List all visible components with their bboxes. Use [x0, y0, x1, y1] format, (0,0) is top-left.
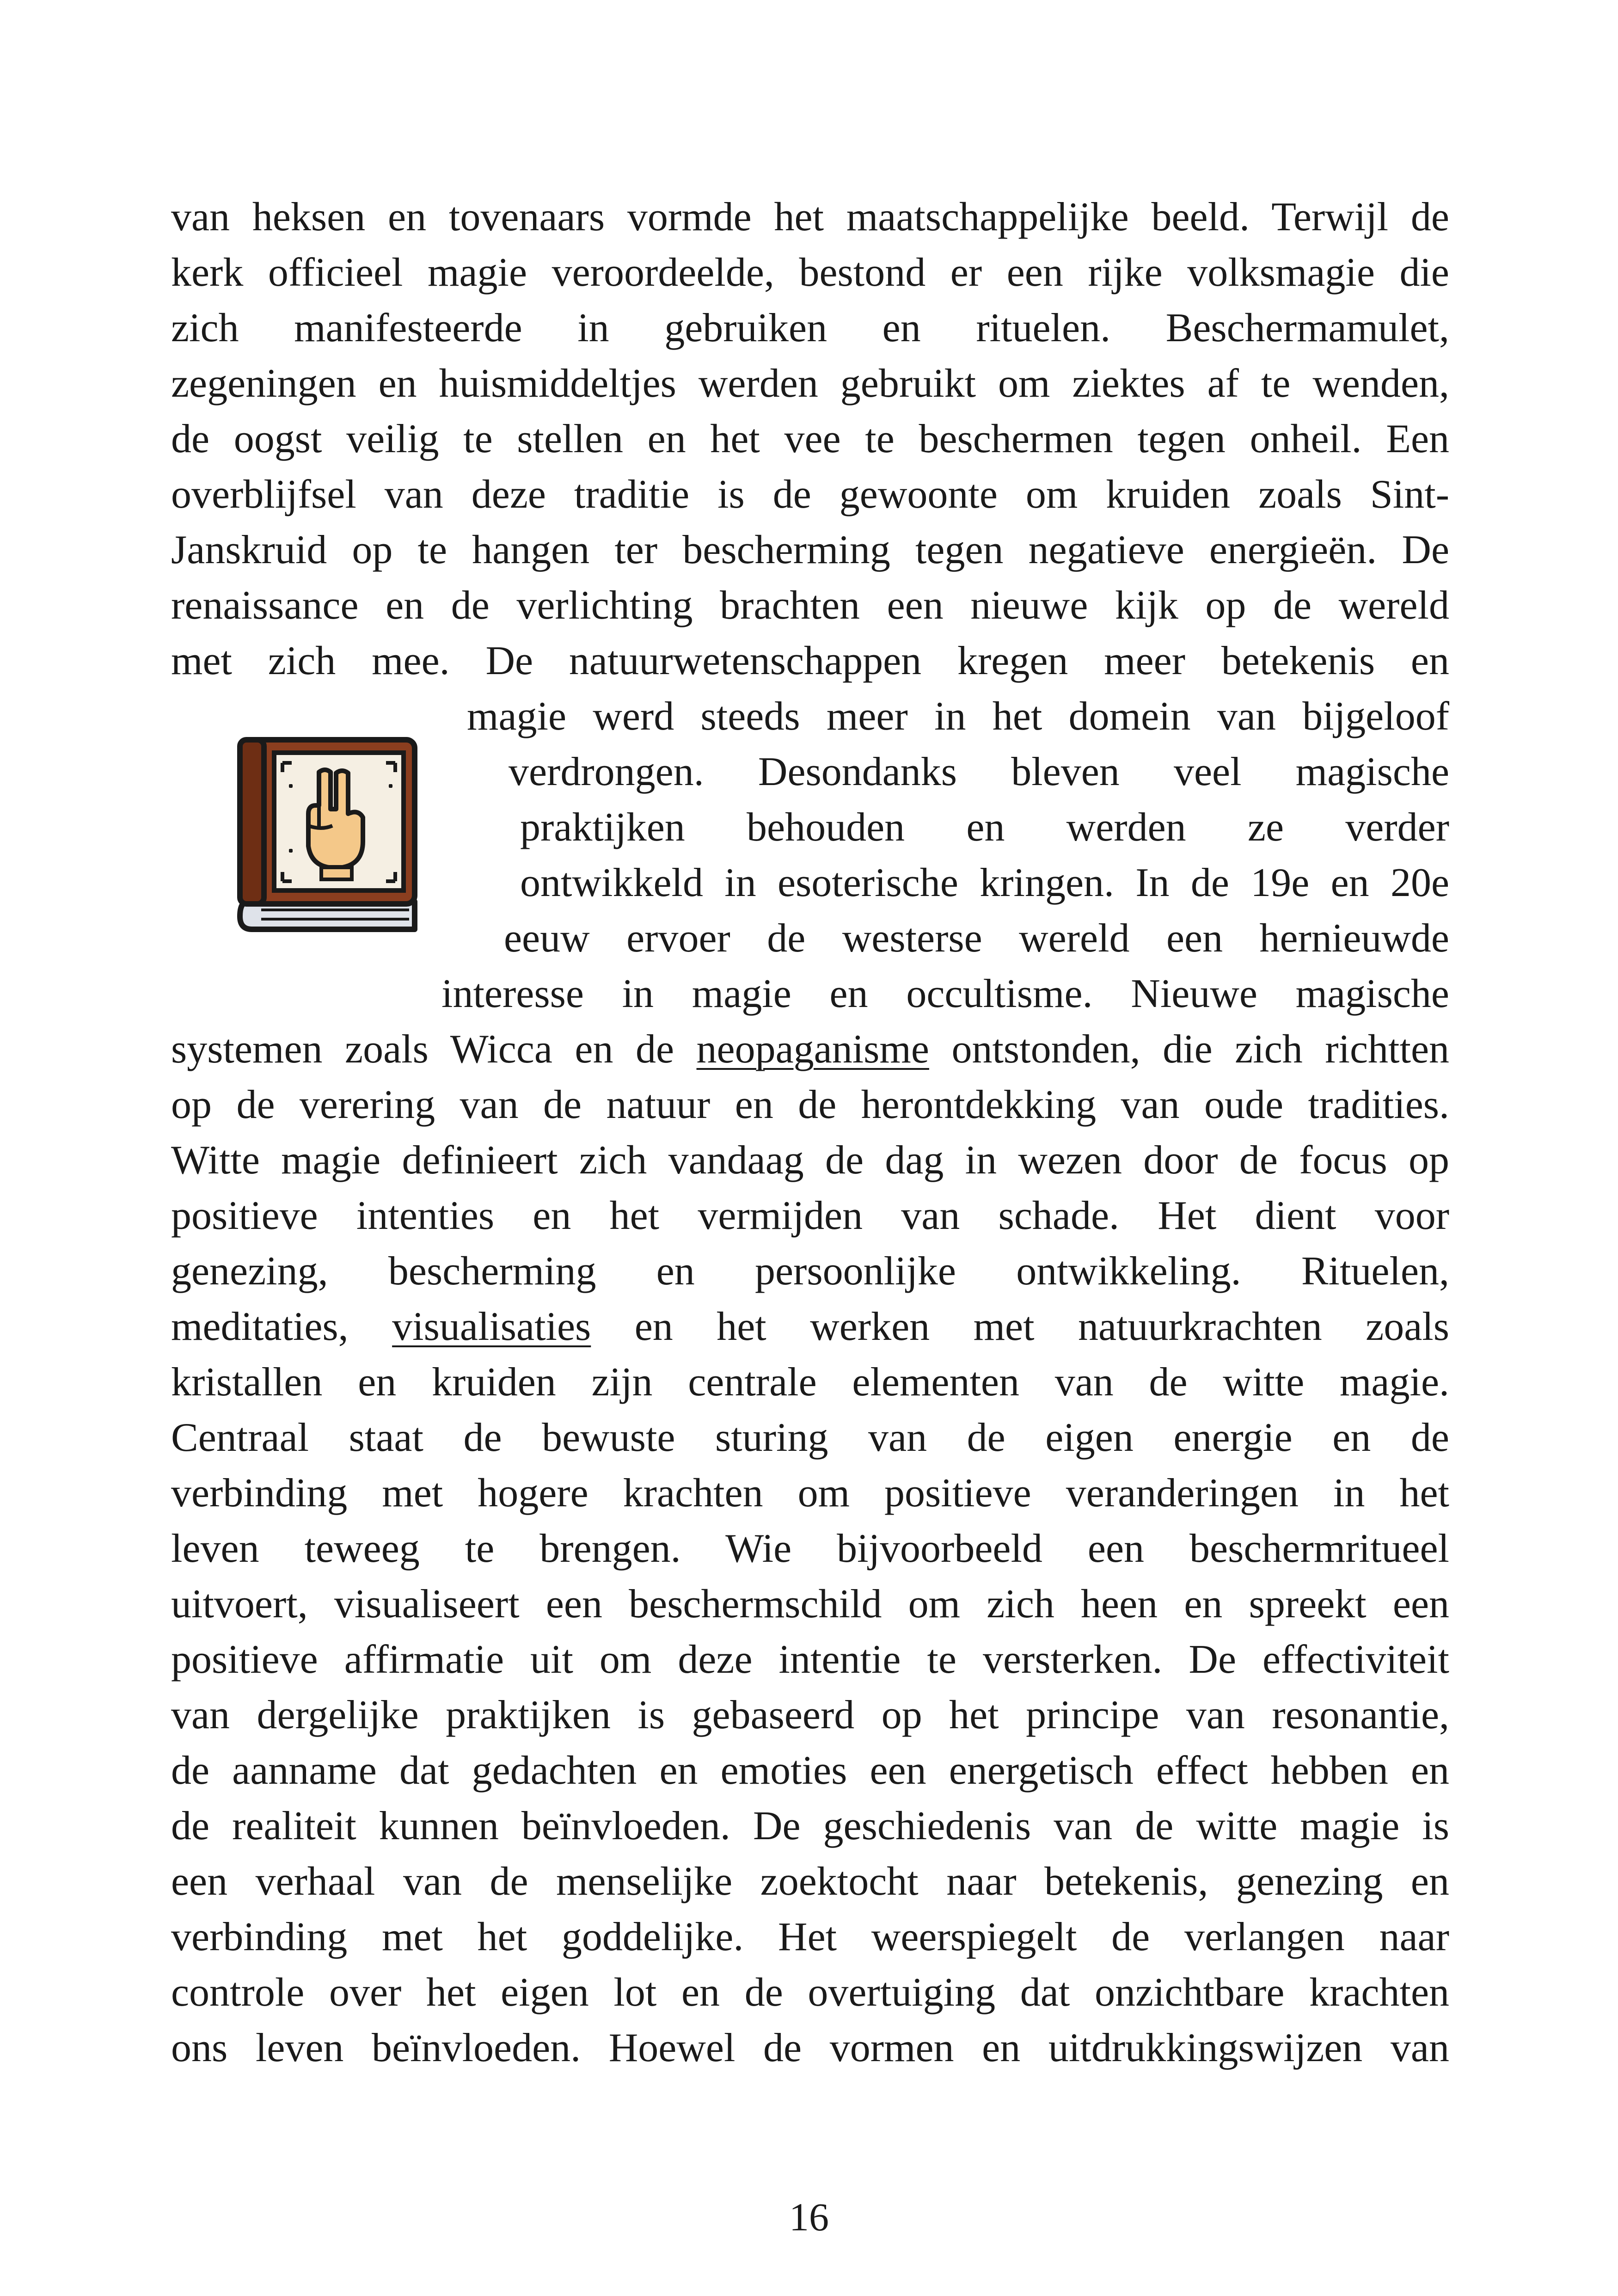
- body-text-line: Janskruid op te hangen ter bescherming tegen negatieve energieën. De: [171, 528, 1449, 572]
- body-text-line: [171, 1299, 1449, 1355]
- body-text-line: interesse in magie en occultisme. Nieuwe magische: [441, 971, 1449, 1016]
- body-text-line: ons leven beïnvloeden. Hoewel de vormen en uitdrukkingswijzen van: [171, 2026, 1449, 2070]
- body-text-line: kristallen en kruiden zijn centrale elementen van de witte magie.: [171, 1360, 1449, 1405]
- text-segment: systemen zoals Wicca en de: [171, 1027, 697, 1072]
- body-text-line: positieve affirmatie uit om deze intentie te versterken. De effectiviteit: [171, 1637, 1449, 1682]
- body-text-line: met zich mee. De natuurwetenschappen kregen meer betekenis en: [171, 638, 1449, 683]
- body-text-line: uitvoert, visualiseert een beschermschild om zich heen en spreekt een: [171, 1582, 1449, 1627]
- body-text-line: verbinding met het goddelijke. Het weerspiegelt de verlangen naar: [171, 1915, 1449, 1959]
- link-visualisaties[interactable]: visualisaties: [392, 1304, 591, 1349]
- body-text-line: van heksen en tovenaars vormde het maatschappelijke beeld. Terwijl de: [171, 195, 1449, 239]
- body-text-line: zegeningen en huismiddeltjes werden gebruikt om ziektes af te wenden,: [171, 361, 1449, 406]
- body-text-line: positieve intenties en het vermijden van schade. Het dient voor: [171, 1193, 1449, 1238]
- body-text-line: genezing, bescherming en persoonlijke ontwikkeling. Rituelen,: [171, 1249, 1449, 1294]
- body-text-line: de oogst veilig te stellen en het vee te beschermen tegen onheil. Een: [171, 417, 1449, 461]
- page-number: 16: [789, 2195, 829, 2239]
- body-text-line: Witte magie definieert zich vandaag de dag in wezen door de focus op: [171, 1138, 1449, 1183]
- body-text-line: renaissance en de verlichting brachten een nieuwe kijk op de wereld: [171, 583, 1449, 628]
- body-text-line: eeuw ervoer de westerse wereld een hernieuwde: [504, 916, 1449, 961]
- body-text-line: van dergelijke praktijken is gebaseerd op het principe van resonantie,: [171, 1693, 1449, 1737]
- body-text-line: controle over het eigen lot en de overtuiging dat onzichtbare krachten: [171, 1970, 1449, 2015]
- body-text-line: Centraal staat de bewuste sturing van de eigen energie en de: [171, 1415, 1449, 1460]
- body-text-line: kerk officieel magie veroordeelde, bestond er een rijke volksmagie die: [171, 250, 1449, 295]
- body-text-line: de aanname dat gedachten en emoties een energetisch effect hebben en: [171, 1748, 1449, 1793]
- text-segment: en het werken met natuurkrachten zoals: [591, 1304, 1449, 1349]
- body-text-line: leven teweeg te brengen. Wie bijvoorbeeld een beschermritueel: [171, 1526, 1449, 1571]
- text-segment: ontstonden, die zich richtten: [929, 1027, 1449, 1072]
- body-text-line: overblijfsel van deze traditie is de gewoonte om kruiden zoals Sint-: [171, 472, 1449, 517]
- body-text-line: de realiteit kunnen beïnvloeden. De geschiedenis van de witte magie is: [171, 1804, 1449, 1848]
- body-text-line: magie werd steeds meer in het domein van bijgeloof: [467, 694, 1449, 739]
- body-text-line: verdrongen. Desondanks bleven veel magische: [509, 749, 1449, 794]
- body-text-line: [171, 1022, 1449, 1077]
- text-segment: meditaties,: [171, 1304, 392, 1349]
- body-text-line: verbinding met hogere krachten om positieve veranderingen in het: [171, 1471, 1449, 1516]
- spell-book-hand-icon: [233, 735, 421, 934]
- body-text-line: een verhaal van de menselijke zoektocht naar betekenis, genezing en: [171, 1859, 1449, 1904]
- body-text-line: ontwikkeld in esoterische kringen. In de 19e en 20e: [520, 860, 1449, 905]
- body-text-line: praktijken behouden en werden ze verder: [520, 805, 1449, 850]
- body-text-line: zich manifesteerde in gebruiken en rituelen. Beschermamulet,: [171, 306, 1449, 350]
- link-neopaganisme[interactable]: neopaganisme: [696, 1027, 929, 1072]
- body-text-line: op de verering van de natuur en de herontdekking van oude tradities.: [171, 1082, 1449, 1127]
